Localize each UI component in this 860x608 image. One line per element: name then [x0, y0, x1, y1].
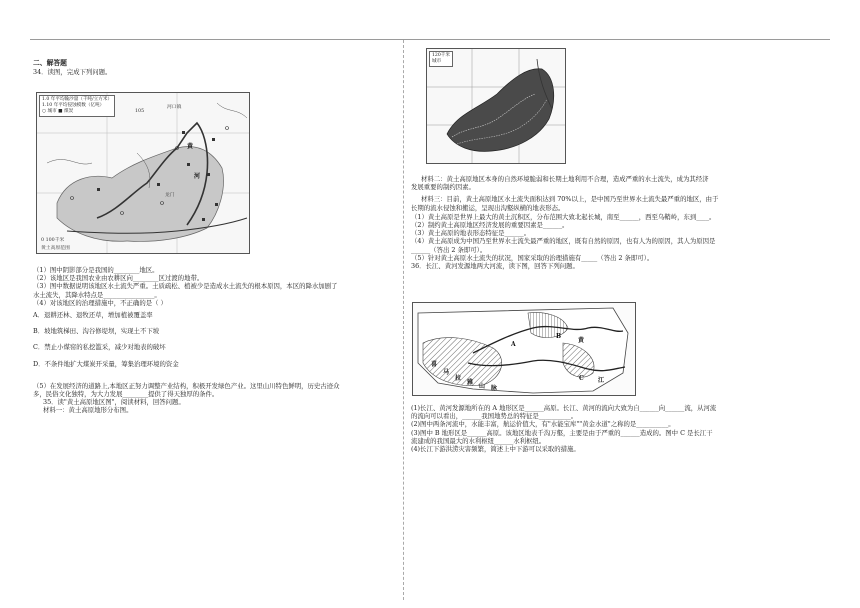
terrain-scale: 120千米	[432, 53, 450, 58]
terrain-legend	[429, 51, 453, 67]
material-2-line: 材料二：黄土高原地区本身的自然环境脆弱和长期土地利用不合理，造成严重的水土流失，成为其经济	[421, 175, 709, 183]
q34-intro: 34．读图，完成下列问题。	[33, 68, 112, 77]
terrain-city-legend: 城市	[432, 59, 442, 64]
q35-line: （2）制约黄土高原地区经济发展的重要因素是______。	[411, 221, 569, 230]
left-column	[33, 59, 395, 76]
loess-map-svg	[37, 93, 249, 253]
himalaya-label-mai: 脉	[491, 385, 498, 392]
option-b: B．坡地筑梯田、沟谷修堤坝，实现土不下坡	[33, 327, 160, 336]
right-column	[411, 175, 791, 270]
hekou-label: 河口镇	[167, 105, 182, 110]
loess-terrain-map-figure	[426, 48, 566, 164]
q36-questions	[411, 404, 791, 453]
q34-line: （2）该地区是我国农业由农耕区向________区过渡的地带。	[33, 274, 204, 283]
material-2-line: 发展重要的制约因素。	[411, 183, 475, 192]
legend-erosion: 1.10 年平均侵蚀模数（亿吨）	[42, 103, 105, 108]
longitude-label: 105	[135, 109, 145, 114]
q36-line: 流建成的我国最大的水利枢纽______水利枢纽。	[411, 436, 546, 445]
himalaya-label-ya: 雅	[467, 379, 474, 386]
option-a: A．退耕还林、退牧还草，增加植被覆盖率	[33, 311, 153, 320]
header-rule	[30, 39, 830, 40]
jiang-label: 江	[598, 377, 605, 384]
q34-line: （3）图中数据说明该地区水土流失严重。土质疏松、植被少是造成水土流失的根本原因，本区的降水加剧了	[33, 282, 338, 291]
scale-bar: 0 100千米	[41, 238, 65, 243]
material-3-line: 长期的流水侵蚀和搬运，呈现出沟壑纵横的地表形态。	[411, 203, 565, 212]
material-3-line: 材料三：目前，黄土高原地区水土流失面积达到 70%以上，是中国乃至世界水土流失最严重的地区，由于	[421, 195, 719, 204]
q34-questions	[33, 266, 395, 415]
q35-line: （3）黄土高原的地表形态特征是______。	[411, 229, 531, 238]
q35-line: （4）黄土高原成为中国乃至世界水土流失最严重的地区，既有自然的原因，也有人为的原因，其人为原因是	[411, 237, 716, 246]
q36-intro: 36．长江、黄河发源地两大河流，读下图，回答下列问题。	[411, 262, 579, 271]
legend-symbols	[42, 109, 112, 115]
coal-icon: ■	[58, 109, 63, 114]
longmen-label: 龙门	[165, 193, 175, 198]
q36-line: 的流向可以看出，______我国地势总的特征是__________。	[411, 412, 578, 421]
q34-line: 水土流失，其降水特点是________________。	[33, 290, 161, 299]
legend-coal: 煤炭	[63, 109, 74, 114]
region-legend: 黄土高原范围	[41, 246, 70, 251]
region-a-label: A	[511, 341, 516, 348]
rivers-map-figure	[412, 302, 636, 396]
q34-line: （4）对该地区的治理措施中，不正确的是（ ）	[33, 298, 167, 307]
q34-line: 多，民俗文化独特，为大力发展________提供了得天独厚的条件。	[33, 390, 219, 399]
region-b-label: B	[556, 333, 562, 340]
q35-title: 35．读"黄土高原地区图"，阅读材料，回答问题。	[43, 398, 185, 407]
huang-label: 黄	[578, 337, 585, 344]
q35-line: （1）黄土高原是世界上最大的黄土沉积区，分布范围大致北起长城，南至______，西至乌鞘岭，东到____。	[411, 212, 716, 221]
option-c: C．禁止小煤窑的私挖滥采，减少对地表的破坏	[33, 343, 166, 352]
q36-line: (4)长江下游洪涝灾害频繁，简述上中下游可以采取的措施。	[411, 445, 580, 454]
yellow-river-label-1: 黄	[187, 143, 194, 150]
q35-line: （5）针对黄土高原水土流失的状况，国家采取的治理措施有_____（答出 2 条即可）。	[411, 253, 654, 262]
city-icon: ○	[42, 109, 47, 114]
himalaya-label-ma: 马	[443, 369, 450, 376]
region-c-label: C	[579, 375, 584, 382]
option-d: D．不条件地扩大煤炭开采量，筹集治理环境的资金	[33, 359, 179, 368]
himalaya-label-la: 拉	[455, 375, 462, 382]
himalaya-label-xi: 喜	[431, 361, 438, 368]
q35-material-1: 材料一：黄土高原地形分布图。	[43, 406, 133, 415]
q36-line: (2)图中两条河流中，水能丰富，航运价值大，有"水能宝库""黄金水道"之称的是__________。	[411, 420, 675, 429]
q34-line: （5）在发展经济的道路上,本地区正努力调整产业结构，积极开发绿色产业。这里山川特色鲜明，历史古迹众	[33, 381, 340, 390]
legend-city: 城市	[47, 109, 57, 114]
column-divider	[403, 40, 404, 600]
q34-line: （1）图中阴影部分是我国的________地区。	[33, 266, 159, 274]
yellow-river-label-2: 河	[194, 173, 201, 180]
map-legend	[39, 95, 115, 117]
q36-line: (1)长江、黄河发源地所在的 A 地形区是______高原。长江、黄河的流向大致为自______向______流，从河流	[411, 404, 717, 412]
q35-line: ______（答出 2 条即可）。	[411, 245, 487, 254]
legend-sediment: 1.0 年平均输沙量（千吨/立方米）	[42, 97, 113, 102]
himalaya-label-shan: 山	[479, 383, 486, 390]
section-title: 二、解答题	[33, 59, 67, 67]
loess-plateau-map-figure	[36, 92, 250, 254]
q36-line: (3)图中 B 地形区是______高原。该地区地表千沟万壑，主要是由于严重的______造成的。图中 C 是长江干	[411, 428, 713, 437]
